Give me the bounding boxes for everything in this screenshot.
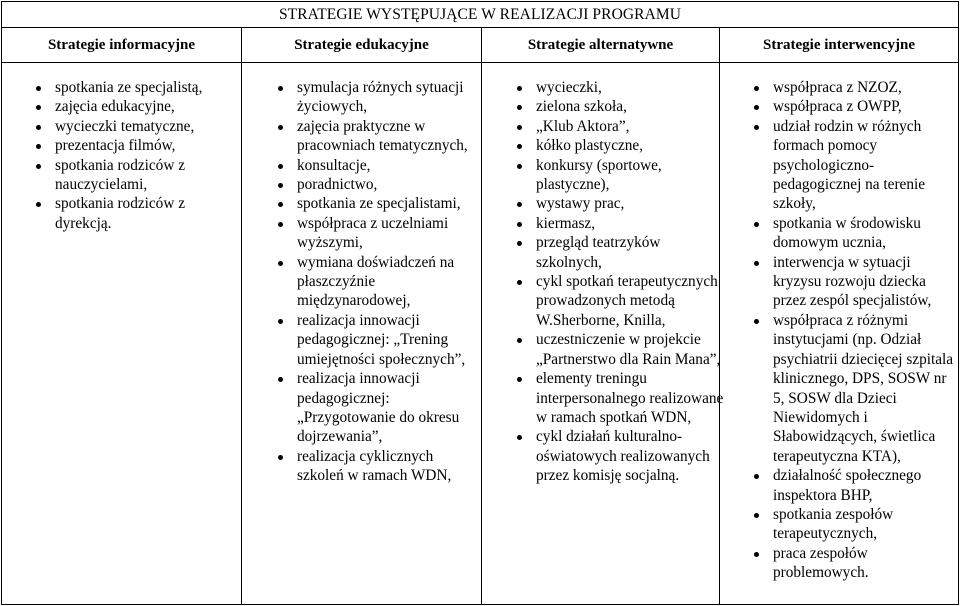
list-item: poradnictwo,	[297, 175, 482, 194]
list-item: uczestniczenie w projekcie „Partnerstwo dla Rain Mana”,	[536, 330, 724, 369]
list-item: współpraca z NZOZ,	[773, 78, 955, 97]
list-item: wystawy prac,	[536, 194, 724, 213]
list-item: spotkania zespołów terapeutycznych,	[773, 505, 955, 544]
list-item: spotkania ze specjalistami,	[297, 194, 482, 213]
list-item: współpraca z OWPP,	[773, 97, 955, 116]
list-item: „Klub Aktora”,	[536, 117, 724, 136]
list-item: konsultacje,	[297, 156, 482, 175]
list-item: spotkania w środowisku domowym ucznia,	[773, 214, 955, 253]
list-item: działalność społecznego inspektora BHP,	[773, 466, 955, 505]
list-item: konkursy (sportowe, plastyczne),	[536, 156, 724, 195]
list-item: cykl spotkań terapeutycznych prowadzonych metodą W.Sherborne, Knilla,	[536, 272, 724, 330]
list-item: kiermasz,	[536, 214, 724, 233]
list-item: interwencja w sytuacji kryzysu rozwoju dziecka przez zespól specjalistów,	[773, 253, 955, 311]
list-item: udział rodzin w różnych formach pomocy psychologiczno-pedagogicznej na terenie szkoły,	[773, 117, 955, 214]
list-item: kółko plastyczne,	[536, 136, 724, 155]
list-item: współpraca z różnymi instytucjami (np. Odział psychiatrii dziecięcej szpitala klinicznego, DPS, SOSW nr 5, SOSW dla Dzieci Niewidomych i Słabowidzących, świetlica terapeutyczna KTA),	[773, 311, 954, 465]
list-item: zajęcia praktyczne w pracowniach tematycznych,	[297, 117, 482, 156]
list-item: cykl działań kulturalno-oświatowych realizowanych przez komisję socjalną.	[536, 427, 724, 485]
list-item: realizacja innowacji pedagogicznej: „Trening umiejętności społecznych”,	[297, 311, 482, 369]
list-item: współpraca z uczelniami wyższymi,	[297, 214, 482, 253]
list-item: zielona szkoła,	[536, 97, 724, 116]
list-item: zajęcia edukacyjne,	[55, 97, 235, 116]
header-intervention: Strategie interwencyjne	[720, 28, 959, 63]
list-item: spotkania ze specjalistą,	[55, 78, 235, 97]
list-item: spotkania rodziców z dyrekcją.	[55, 194, 235, 233]
list-item: realizacja innowacji pedagogicznej: „Przygotowanie do okresu dojrzewania”,	[297, 369, 482, 447]
list-item: prezentacja filmów,	[55, 136, 235, 155]
header-informational: Strategie informacyjne	[2, 28, 242, 63]
list-item: spotkania rodziców z nauczycielami,	[55, 156, 235, 195]
list-item: elementy treningu interpersonalnego realizowane w ramach spotkań WDN,	[536, 370, 724, 426]
list-alternative	[536, 78, 724, 486]
header-educational: Strategie edukacyjne	[242, 28, 482, 63]
list-item: wycieczki tematyczne,	[55, 117, 235, 136]
list-item: symulacja różnych sytuacji życiowych,	[297, 78, 482, 117]
list-item: wycieczki,	[536, 78, 724, 97]
list-item: realizacja cyklicznych szkoleń w ramach WDN,	[297, 447, 482, 486]
list-informational	[55, 78, 235, 233]
list-item: wymiana doświadczeń na płaszczyźnie międzynarodowej,	[297, 253, 482, 311]
table-title: STRATEGIE WYSTĘPUJĄCE W REALIZACJI PROGRAMU	[2, 2, 959, 28]
list-educational	[297, 78, 482, 486]
list-intervention	[773, 78, 955, 583]
header-alternative: Strategie alternatywne	[482, 28, 720, 63]
list-item: przegląd teatrzyków szkolnych,	[536, 233, 724, 272]
list-item: praca zespołów problemowych.	[773, 544, 955, 583]
